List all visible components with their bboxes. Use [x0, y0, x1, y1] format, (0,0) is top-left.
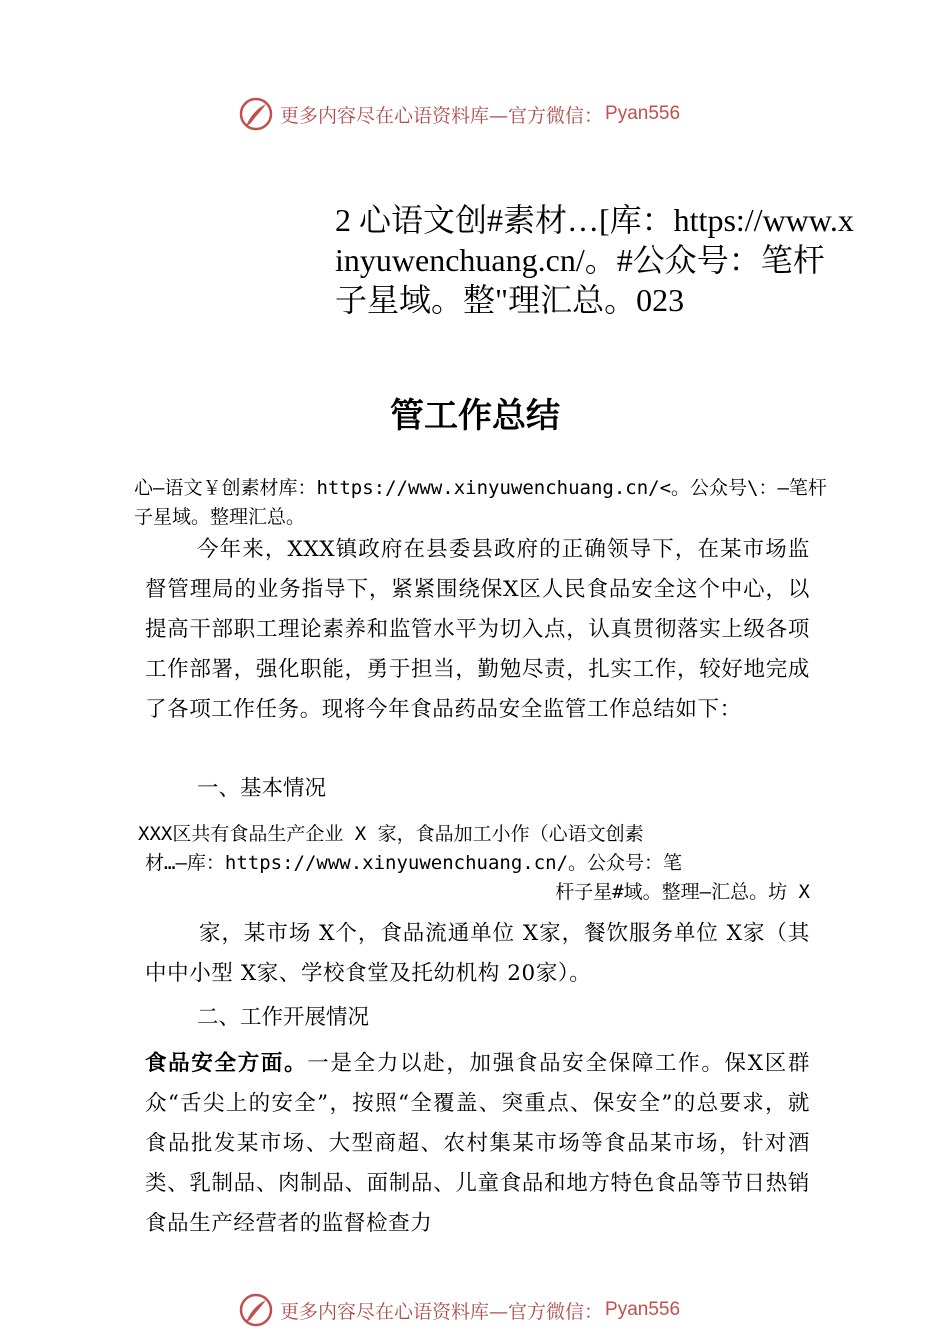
- document-title: 管工作总结: [390, 396, 560, 436]
- watermark-wechat-label: 官方微信：: [508, 104, 604, 127]
- watermark-text: 更多内容尽在心语资料库—: [280, 1300, 509, 1323]
- source-note: 心—语文￥创素材库：https://www.xinyuwenchuang.cn/<。公众号\：—笔杆子星域。整理汇总。: [134, 477, 827, 528]
- food-safety-paragraph: [145, 1044, 810, 1244]
- section-heading-work: 二、工作开展情况: [197, 1005, 370, 1030]
- food-safety-lead: 食品安全方面。: [145, 1051, 308, 1076]
- basic-info-line: 材…—库：https://www.xinyuwenchuang.cn/。公众号：笔: [145, 852, 683, 874]
- basic-info-paragraph: 家，某市场 X个，食品流通单位 X家，餐饮服务单位 X家（其中中小型 X家、学校食堂及托幼机构 20家）。: [145, 921, 810, 986]
- basic-info-note: [138, 820, 810, 907]
- basic-info-line: XXX区共有食品生产企业 X 家，食品加工小作（心语文创素: [138, 823, 644, 845]
- header-watermark: [238, 94, 680, 134]
- watermark-wechat-id: Pyan556: [605, 103, 681, 124]
- watermark-wechat-id: Pyan556: [605, 1299, 681, 1320]
- source-heading: 2 心语文创#素材…[库：https://www.xinyuwenchuang.cn/。#公众号：笔杆子星域。整"理汇总。023: [335, 202, 854, 318]
- basic-info-line: 杆子星#域。整理—汇总。坊 X: [555, 881, 810, 903]
- intro-paragraph: 今年来，XXX镇政府在县委县政府的正确领导下，在某市场监督管理局的业务指导下，紧紧围绕保X区人民食品安全这个中心，以提高干部职工理论素养和监管水平为切入点，认真贯彻落实上级各项工作部署，强化职能，勇于担当，勤勉尽责，扎实工作，较好地完成了各项工作任务。现将今年食品药品安全监管工作总结如下：: [145, 537, 810, 722]
- brush-logo-icon: [238, 1292, 274, 1328]
- brush-logo-icon: [238, 96, 274, 132]
- footer-watermark: [238, 1290, 680, 1330]
- section-heading-basic: 一、基本情况: [197, 776, 327, 801]
- watermark-text: 更多内容尽在心语资料库—: [280, 104, 509, 127]
- watermark-wechat-label: 官方微信：: [508, 1300, 604, 1323]
- food-safety-body: 一是全力以赴，加强食品安全保障工作。保X区群众“舌尖上的安全”，按照“全覆盖、突重点、保安全”的总要求，就食品批发某市场、大型商超、农村集某市场等食品某市场，针对酒类、乳制品、肉制品、面制品、儿童食品和地方特色食品等节日热销食品生产经营者的监督检查力: [145, 1051, 811, 1236]
